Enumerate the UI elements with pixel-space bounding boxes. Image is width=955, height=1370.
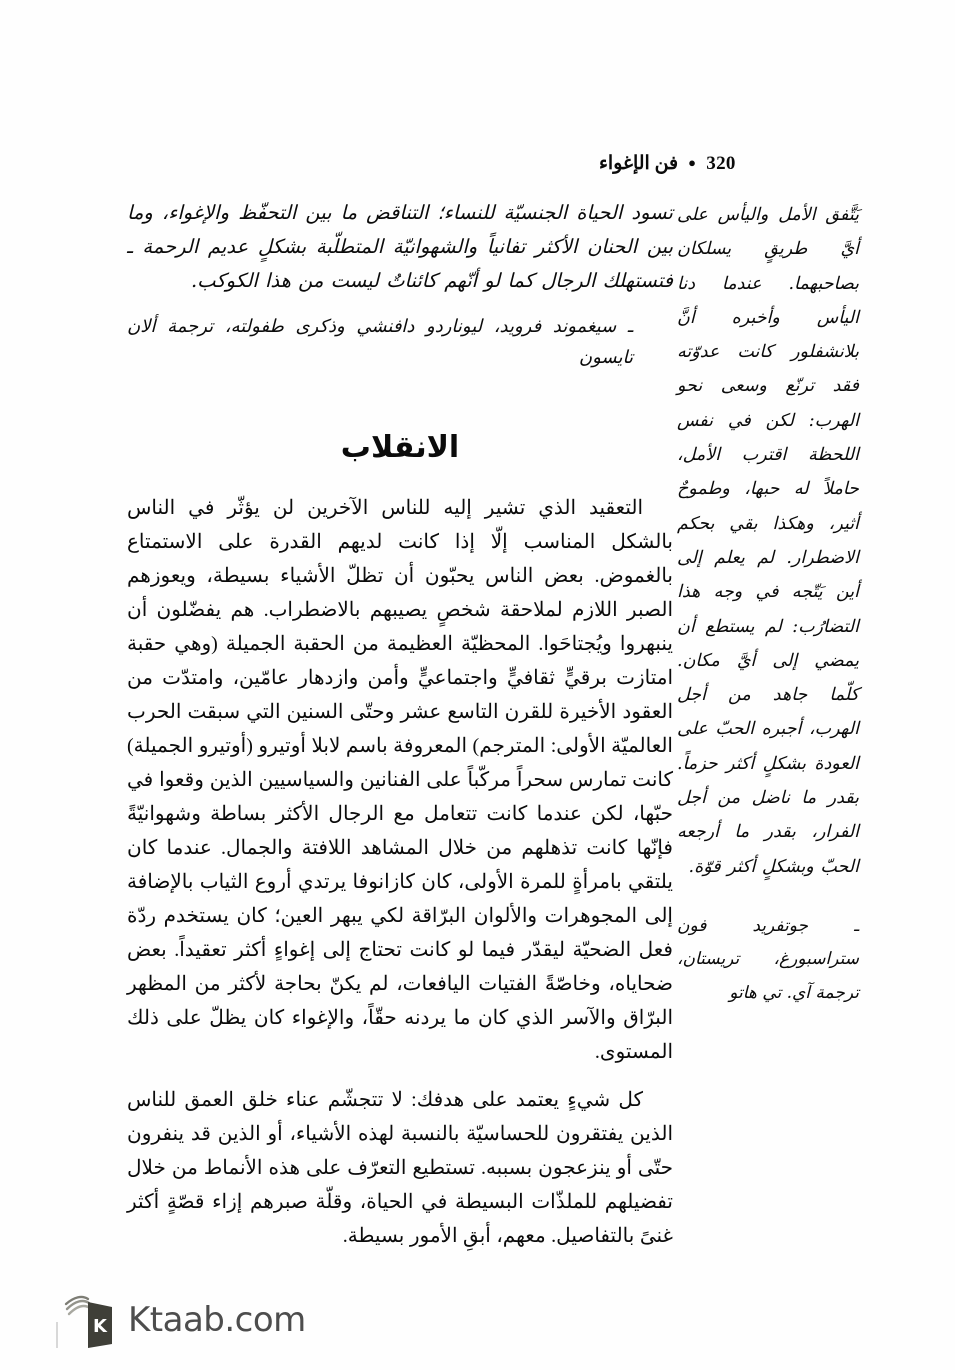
epigraph-quote: تسود الحياة الجنسيّة للنساء؛ التناقض ما بين التحفّظ والإغواء، وما بين الحنان الأكثر تفانياً والشهوانيّة المتطلّبة بشكلٍ عديم الرحمة ـ فتستهلك الرجال كما لو أنّهم كائناتٌ ليست من هذا الكوكب.: [127, 201, 673, 292]
page-number: 320: [706, 152, 736, 174]
watermark-site-name: Ktaab.com: [128, 1300, 306, 1340]
margin-quote-text: يَتَّفق الأمل واليأس على أيَّ طريقٍ يسلكان بصاحبهما. عندما دنا اليأس وأخبره أنَّ بلانشفلور كانت عدوّته فقد ترنّع وسعى نحو الهرب: لكن في نفس اللحظة اقترب الأمل، حاملاً له حبها، وطموحٌ أثير، وهكذا بقي بحكم الاضطرار. لم يعلم إلى أين يَتّجه في وجه هذا التضارُب: لم يستطع أن يمضي إلى أيَّ مكان. كلّما جاهد من أجل الهرب، أجبره الحبّ على العودة بشكلٍ أكثر حزماً. بقدر ما ناضل من أجل الفرار، بقدر ما أرجعه الحبّ وبشكلٍ أكثر قوّة.: [677, 205, 859, 877]
running-head: [599, 152, 859, 175]
main-text-column: [127, 196, 673, 1253]
epigraph-attribution: ـ سيغموند فرويد، ليوناردو دافنشي وذكرى طفولته، ترجمة ألان تايسون: [127, 315, 633, 368]
margin-quote-attribution: ـ جوتفريد فون ستراسبورغ، تريستان، ترجمة آي. تي هاتو: [677, 915, 859, 1003]
ktaab-book-icon: [64, 1290, 116, 1350]
running-head-book-title: فن الإغواء: [599, 153, 679, 174]
body-paragraph-1: التعقيد الذي تشير إليه للناس الآخرين لن يؤثّر في الناس بالشكل المناسب إلّا إذا كانت لديهم القدرة على الاستمتاع بالغموض. بعض الناس يحبّون أن تظلّ الأشياء بسيطة، ويعوزهم الصبر اللازم لملاحقة شخصٍ يصيبهم بالاضطراب. هم يفضّلون أن ينبهروا ويُجتاحَوا. المحظيّة العظيمة من الحقبة الجميلة (وهي حقبة امتازت برقيٍّ ثقافيٍّ واجتماعيٍّ وأمن وازدهار عامّين، وامتدّت من العقود الأخيرة للقرن التاسع عشر وحتّى السنين التي سبقت الحرب العالميّة الأولى: المترجم) المعروفة باسم لابلا أوتيرو (أوتيرو الجميلة) كانت تمارس سحراً مركّباً على الفنانين والسياسيين الذين وقعوا في حبّها، لكن عندما كانت تتعامل مع الرجال الأكثر بساطة وشهوانيّةً فإنّها كانت تذهلهم من خلال المشاهد اللافتة والجمال. عندما كان يلتقي بامرأةٍ للمرة الأولى، كان كازانوفا يرتدي أروع الثياب بالإضافة إلى المجوهرات والألوان البرّاقة لكي يبهر العين؛ كان يستخدم ردّة فعل الضحيّة ليقدّر فيما لو كانت تحتاج إلى إغواءٍ أكثر تعقيداً. بعض ضحاياه، وخاصّةً الفتيات اليافعات، لم يكنّ بحاجة لأكثر من المظهر البرّاق والآسر الذي كان ما يردنه حقّاً، والإغواء كان يظلّ على ذلك المستوى.: [127, 496, 673, 1063]
site-watermark: [64, 1290, 306, 1350]
section-heading: الانقلاب: [340, 430, 460, 464]
margin-note-column: [677, 198, 859, 1010]
ktaab-logo-letter: K: [93, 1316, 107, 1337]
page-edge-tick: [56, 1322, 58, 1348]
body-paragraph-2: كل شيءٍ يعتمد على هدفك: لا تتجشّم عناء خلق العمق للناس الذين يفتقرون للحساسيّة بالنسبة لهذه الأشياء، أو الذين قد ينفرون حتّى أو ينزعجون بسببه. تستطيع التعرّف على هذه الأنماط من خلال تفضيلهم للملذّات البسيطة في الحياة، وقلّة صبرهم إزاء قصّةٍ أكثر غنىً بالتفاصيل. معهم، أبقِ الأمور بسيطة.: [127, 1088, 673, 1247]
running-head-separator-dot: ●: [688, 155, 697, 170]
